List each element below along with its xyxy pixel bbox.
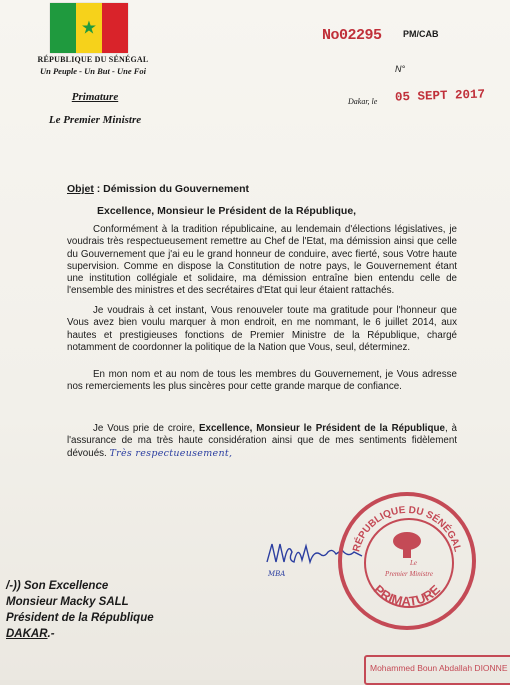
recipient-address: [6, 578, 154, 642]
salutation: Excellence, Monsieur le Président de la République,: [97, 205, 357, 217]
recipient-line-1: /-)) Son Excellence: [6, 580, 109, 592]
seal-bottom-text: PRIMATURE: [370, 581, 444, 609]
subject-line: [67, 183, 249, 195]
recipient-city-suffix: .-: [47, 628, 55, 640]
reference-code: PM/CAB: [403, 29, 439, 39]
official-seal: [338, 492, 476, 630]
seal-center-le: Le: [410, 559, 417, 567]
recipient-line-2: Monsieur Macky SALL: [6, 596, 129, 608]
signature-scribble: MBA: [268, 570, 286, 577]
place-label: Dakar, le: [348, 97, 378, 106]
handwritten-closing: Très respectueusement,: [109, 447, 233, 459]
senegal-flag-icon: [50, 3, 128, 53]
letterhead-title: Le Premier Ministre: [48, 114, 142, 126]
recipient-city-line: [6, 626, 154, 642]
subject-label: Objet: [67, 183, 94, 195]
seal-inner-ring: [364, 518, 454, 608]
star-icon: ★: [80, 17, 98, 38]
recipient-city: DAKAR: [6, 628, 48, 640]
closing-start: Je Vous prie de croire,: [93, 423, 199, 434]
paragraph-2: Je voudrais à cet instant, Vous renouveler toute ma gratitude pour l'honneur que Vous avez bien voulu marquer à mon endroit, en me nommant, le 6 juillet 2014, aux hautes et prestigieuses fonctions de Premier Ministre de la République, chargé notamment de coordonner la politique de la Nation que Vous, seul, déterminez.: [67, 305, 457, 353]
subject-text: : Démission du Gouvernement: [93, 183, 250, 195]
number-label: N°: [395, 64, 406, 74]
paragraph-1: Conformément à la tradition républicaine, au lendemain d'élections législatives, je voudrais très respectueusement remettre au Chef de l'Etat, ma démission ainsi que celle du Gouvernement que j'ai eu le grand honneur de conduire, avec fierté, sous Votre haute supervision. Comme en dispose la Constitution de notre pays, le Gouvernement étant une institution collégiale et solidaire, ma démission entraîne bien entendu celle de l'ensemble des ministres et des secrétaires d'Etat qui leur étaient rattachés.: [67, 224, 457, 297]
letterhead-office: Primature: [71, 91, 119, 103]
paragraph-3: En mon nom et au nom de tous les membres du Gouvernement, je Vous adresse nos remerciements les plus sincères pour cette grande marque de confiance.: [67, 369, 457, 393]
recipient-line-3: Président de la République: [6, 612, 154, 624]
closing-bold: Excellence, Monsieur le Président de la République: [198, 423, 445, 434]
reference-number: No02295: [322, 27, 382, 44]
letterhead-motto: Un Peuple - Un But - Une Foi: [39, 66, 147, 76]
seal-top-text: RÉPUBLIQUE DU SÉNÉGAL: [351, 504, 463, 554]
paragraph-4: [67, 423, 457, 460]
closing-end: , à l'assurance de ma très haute considération ainsi que de mes sentiments fidèlement dévoués.: [67, 423, 457, 459]
seal-center-title: Premier Ministre: [385, 570, 433, 578]
letterhead-republic: RÉPUBLIQUE DU SÉNÉGAL: [37, 55, 149, 64]
date-stamp: 05 SEPT 2017: [394, 87, 486, 105]
name-stamp: Mohammed Boun Abdallah DIONNE: [364, 655, 510, 685]
